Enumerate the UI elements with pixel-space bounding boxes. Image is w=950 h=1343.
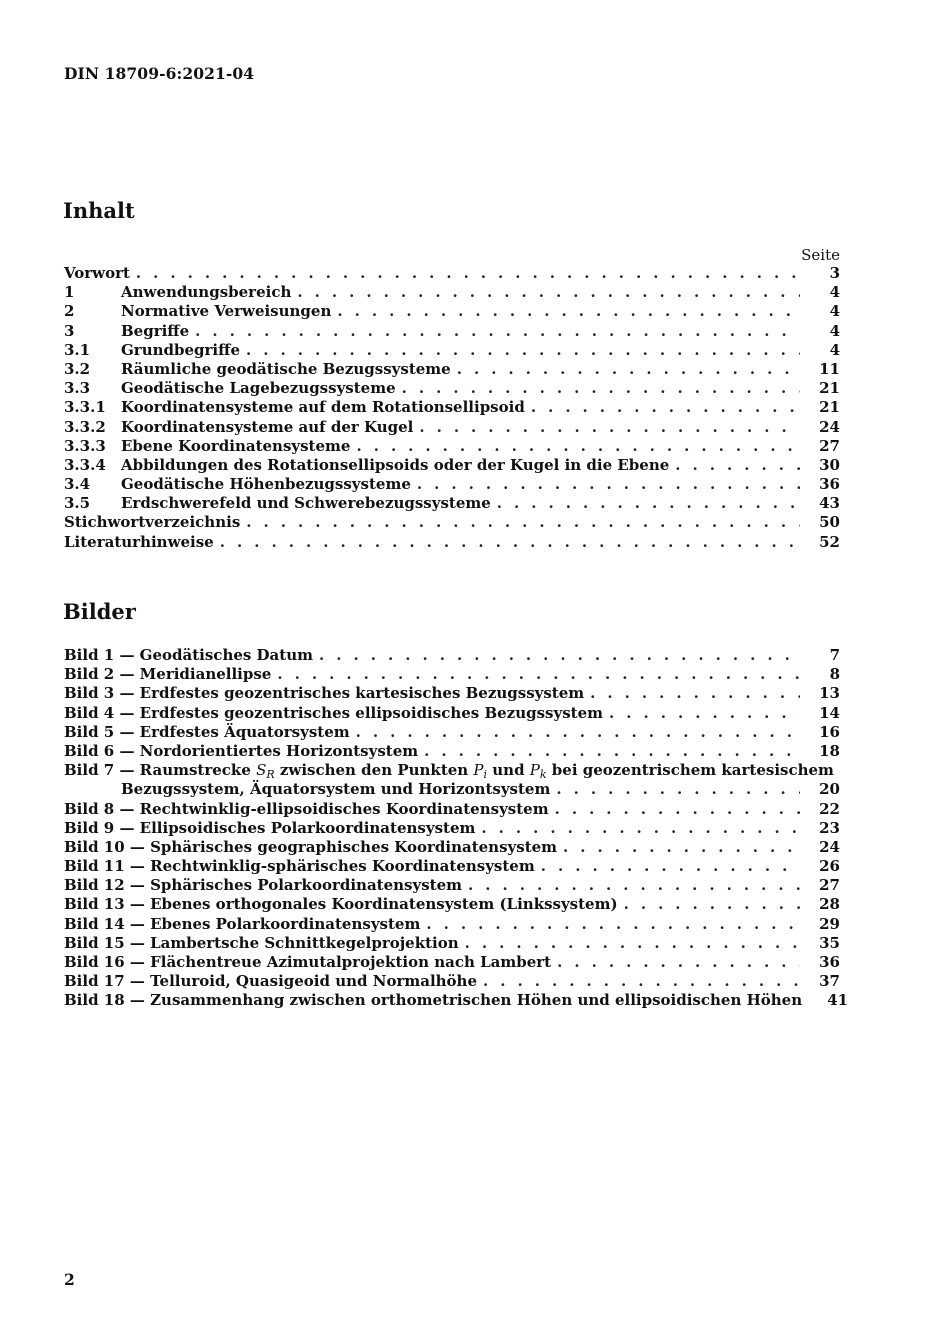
figure-entry-page: 16 (819, 722, 840, 741)
dot-leader (557, 953, 800, 972)
toc-entry[interactable] (64, 475, 840, 494)
figure-entry[interactable] (64, 876, 840, 895)
figure-entry-label: Bild 2 — Meridianellipse (64, 665, 272, 684)
toc-entry-number: 3.3.3 (64, 436, 106, 455)
figure-entry-label: Bild 10 — Sphärisches geographisches Koordinatensystem (64, 837, 558, 856)
figure-entry[interactable] (64, 723, 840, 742)
toc-entry[interactable] (64, 302, 840, 321)
figure-entry-page: 18 (819, 741, 840, 760)
dot-leader (609, 704, 800, 723)
toc-entry-number: 3.3.1 (64, 398, 106, 417)
dot-leader (419, 418, 800, 437)
figure-entry[interactable] (64, 819, 840, 838)
toc-entry-label: Anwendungsbereich (121, 283, 292, 302)
dot-leader (497, 494, 800, 513)
dot-leader (457, 360, 800, 379)
figure-entry-label: Bild 16 — Flächentreue Azimutalprojektion nach Lambert (64, 953, 552, 971)
toc-entry-label: Koordinatensysteme auf dem Rotationsellipsoid (121, 398, 525, 417)
figure-entry-page: 36 (819, 953, 840, 971)
toc-entry-page: 30 (819, 455, 840, 474)
toc-entry-page: 4 (829, 283, 840, 302)
figure-entry-label: Bild 6 — Nordorientiertes Horizontsystem (64, 741, 419, 760)
toc-entry-page: 52 (819, 532, 840, 551)
dot-leader (555, 800, 800, 819)
toc-entry-page: 24 (819, 417, 840, 436)
dot-leader (195, 322, 800, 341)
figure-entry-page: 29 (819, 914, 840, 933)
dot-leader (531, 398, 800, 417)
toc-entry[interactable] (64, 418, 840, 437)
figure-entry-page: 28 (819, 895, 840, 914)
document-id: DIN 18709-6:2021-04 (64, 64, 255, 83)
figure-entry-label: Bild 13 — Ebenes orthogonales Koordinatensystem (Linkssystem) (64, 895, 618, 914)
figure-entry[interactable] (64, 646, 840, 665)
page-number: 2 (64, 1270, 75, 1289)
toc-entry[interactable] (64, 456, 840, 475)
figure-entry[interactable] (64, 704, 840, 723)
dot-leader (468, 876, 800, 895)
dot-leader (424, 742, 800, 761)
dot-leader (356, 437, 800, 456)
dot-leader (426, 915, 800, 934)
toc-entry-label: Geodätische Höhenbezugssysteme (121, 475, 411, 494)
figure-entry-first-line[interactable] (64, 761, 840, 780)
figure-entry-label: Bild 8 — Rechtwinklig-ellipsoidisches Koordinatensystem (64, 799, 549, 818)
toc-entry-label: Abbildungen des Rotationsellipsoids oder der Kugel in die Ebene (121, 455, 670, 474)
dot-leader (465, 934, 800, 953)
figure-entry-label: Bild 3 — Erdfestes geozentrisches kartesisches Bezugssystem (64, 684, 585, 703)
toc-entry[interactable] (64, 341, 840, 360)
figure-entry[interactable] (64, 991, 849, 1010)
figure-entry-page: 27 (819, 876, 840, 895)
figure-entry[interactable] (64, 895, 840, 914)
toc-entry-page: 21 (819, 398, 840, 417)
toc-entry-page: 4 (829, 340, 840, 359)
toc-entry-number: 3.4 (64, 475, 91, 494)
toc-entry-label: Stichwortverzeichnis (64, 513, 241, 532)
figure-entry[interactable] (64, 972, 840, 991)
figure-entry-label-cont: Bezugssystem, Äquatorsystem und Horizontsystem (121, 780, 551, 799)
figure-entry-page: 13 (819, 684, 840, 703)
dot-leader (563, 838, 800, 857)
dot-leader (220, 533, 800, 552)
toc-entry[interactable] (64, 283, 840, 302)
figure-entry-label: Bild 12 — Sphärisches Polarkoordinatensystem (64, 876, 462, 895)
toc-entry-page: 4 (829, 321, 840, 340)
dot-leader (675, 456, 800, 475)
toc-entry-page: 43 (819, 494, 840, 513)
figure-entry-page: 8 (829, 665, 840, 684)
dot-leader (277, 665, 800, 684)
figure-entry-label: Bild 7 — Raumstrecke $S_R$ zwischen den Punkten $P_i$ und $P_k$ bei geozentrischem kartesischem (64, 761, 834, 782)
toc-entry-label: Räumliche geodätische Bezugssysteme (121, 359, 451, 378)
figure-entry-page: 24 (819, 837, 840, 856)
toc-entry-label: Koordinatensysteme auf der Kugel (121, 417, 414, 436)
figure-entry-label: Bild 5 — Erdfestes Äquatorsystem (64, 722, 350, 741)
dot-leader (417, 475, 800, 494)
dot-leader (136, 264, 800, 283)
toc-entry-number: 3 (64, 321, 75, 340)
figure-entry[interactable] (64, 684, 840, 703)
figure-entry-page: 22 (819, 799, 840, 818)
toc-entry-number: 1 (64, 283, 75, 302)
toc-entry[interactable] (64, 494, 840, 513)
toc-entry-page: 4 (829, 302, 840, 321)
figure-entry[interactable] (64, 915, 840, 934)
toc-entry-page: 27 (819, 436, 840, 455)
toc-entry[interactable] (64, 398, 840, 417)
toc-entry[interactable] (64, 322, 840, 341)
figure-entry-page: 20 (819, 780, 840, 799)
toc-entry-page: 50 (819, 513, 840, 532)
figures-title: Bilder (63, 599, 136, 624)
figure-entry[interactable] (64, 665, 840, 684)
toc-title: Inhalt (63, 198, 135, 223)
toc-entry[interactable] (64, 533, 840, 552)
dot-leader (541, 857, 800, 876)
toc-entry[interactable] (64, 360, 840, 379)
toc-entry[interactable] (64, 379, 840, 398)
figure-entry-page: 23 (819, 818, 840, 837)
figure-entry[interactable] (64, 934, 840, 953)
dot-leader (624, 895, 800, 914)
figure-entry[interactable] (64, 838, 840, 857)
toc-entry-label: Begriffe (121, 321, 190, 340)
toc-entry-number: 3.3.2 (64, 417, 106, 436)
figure-entry-label: Bild 18 — Zusammenhang zwischen orthometrischen Höhen und ellipsoidischen Höhen (64, 991, 803, 1010)
toc-entry-number: 3.3 (64, 379, 91, 398)
figure-entry-page: 41 (827, 991, 849, 1010)
dot-leader (483, 972, 800, 991)
toc-entry-label: Grundbegriffe (121, 340, 240, 359)
dot-leader (319, 646, 800, 665)
toc-entry[interactable] (64, 437, 840, 456)
figure-entry-page: 35 (819, 933, 840, 952)
dot-leader (297, 283, 800, 302)
figure-entry-label: Bild 9 — Ellipsoidisches Polarkoordinatensystem (64, 818, 476, 837)
toc-entry-number: 3.1 (64, 340, 91, 359)
figure-entry[interactable] (64, 857, 840, 876)
figure-entry-continuation[interactable] (64, 780, 840, 799)
toc-entry-number: 3.3.4 (64, 455, 106, 474)
dot-leader (246, 341, 800, 360)
figure-entry[interactable] (64, 800, 840, 819)
figure-entry-page: 7 (829, 646, 840, 664)
toc-entry-label: Ebene Koordinatensysteme (121, 436, 351, 455)
toc-entry-page: 36 (819, 475, 840, 494)
toc-entry-label: Geodätische Lagebezugssysteme (121, 379, 396, 398)
dot-leader (356, 723, 800, 742)
toc-entry-number: 2 (64, 302, 75, 321)
figure-entry-page: 14 (819, 703, 840, 722)
dot-leader (481, 819, 800, 838)
figure-entry-label: Bild 4 — Erdfestes geozentrisches ellipsoidisches Bezugssystem (64, 703, 603, 722)
page-column-label: Seite (801, 246, 840, 264)
toc-entry-page: 11 (819, 359, 840, 378)
toc-entry-label: Erdschwerefeld und Schwerebezugssysteme (121, 494, 491, 513)
toc-entry[interactable] (64, 513, 840, 532)
figure-entry[interactable] (64, 742, 840, 761)
toc-entry-label: Normative Verweisungen (121, 302, 332, 321)
list-of-figures (64, 646, 849, 1011)
figure-entry-label: Bild 11 — Rechtwinklig-sphärisches Koordinatensystem (64, 857, 535, 876)
figure-entry-label: Bild 1 — Geodätisches Datum (64, 646, 313, 664)
figure-entry[interactable] (64, 953, 840, 972)
figure-entry-page: 37 (819, 972, 840, 991)
toc-entry-number: 3.5 (64, 494, 91, 513)
dot-leader (590, 684, 800, 703)
dot-leader (246, 513, 800, 532)
toc-entry-label: Vorwort (64, 264, 130, 282)
dot-leader (402, 379, 800, 398)
toc-entry-number: 3.2 (64, 359, 91, 378)
toc-entry[interactable] (64, 264, 840, 283)
dot-leader (556, 780, 800, 799)
toc-entry-label: Literaturhinweise (64, 532, 214, 551)
figure-entry-page: 26 (819, 857, 840, 876)
dot-leader (337, 302, 800, 321)
table-of-contents (64, 264, 840, 552)
figure-entry-label: Bild 14 — Ebenes Polarkoordinatensystem (64, 914, 421, 933)
toc-entry-page: 21 (819, 379, 840, 398)
figure-entry-label: Bild 17 — Telluroid, Quasigeoid und Normalhöhe (64, 972, 477, 991)
toc-entry-page: 3 (829, 264, 840, 282)
figure-entry-label: Bild 15 — Lambertsche Schnittkegelprojektion (64, 933, 459, 952)
